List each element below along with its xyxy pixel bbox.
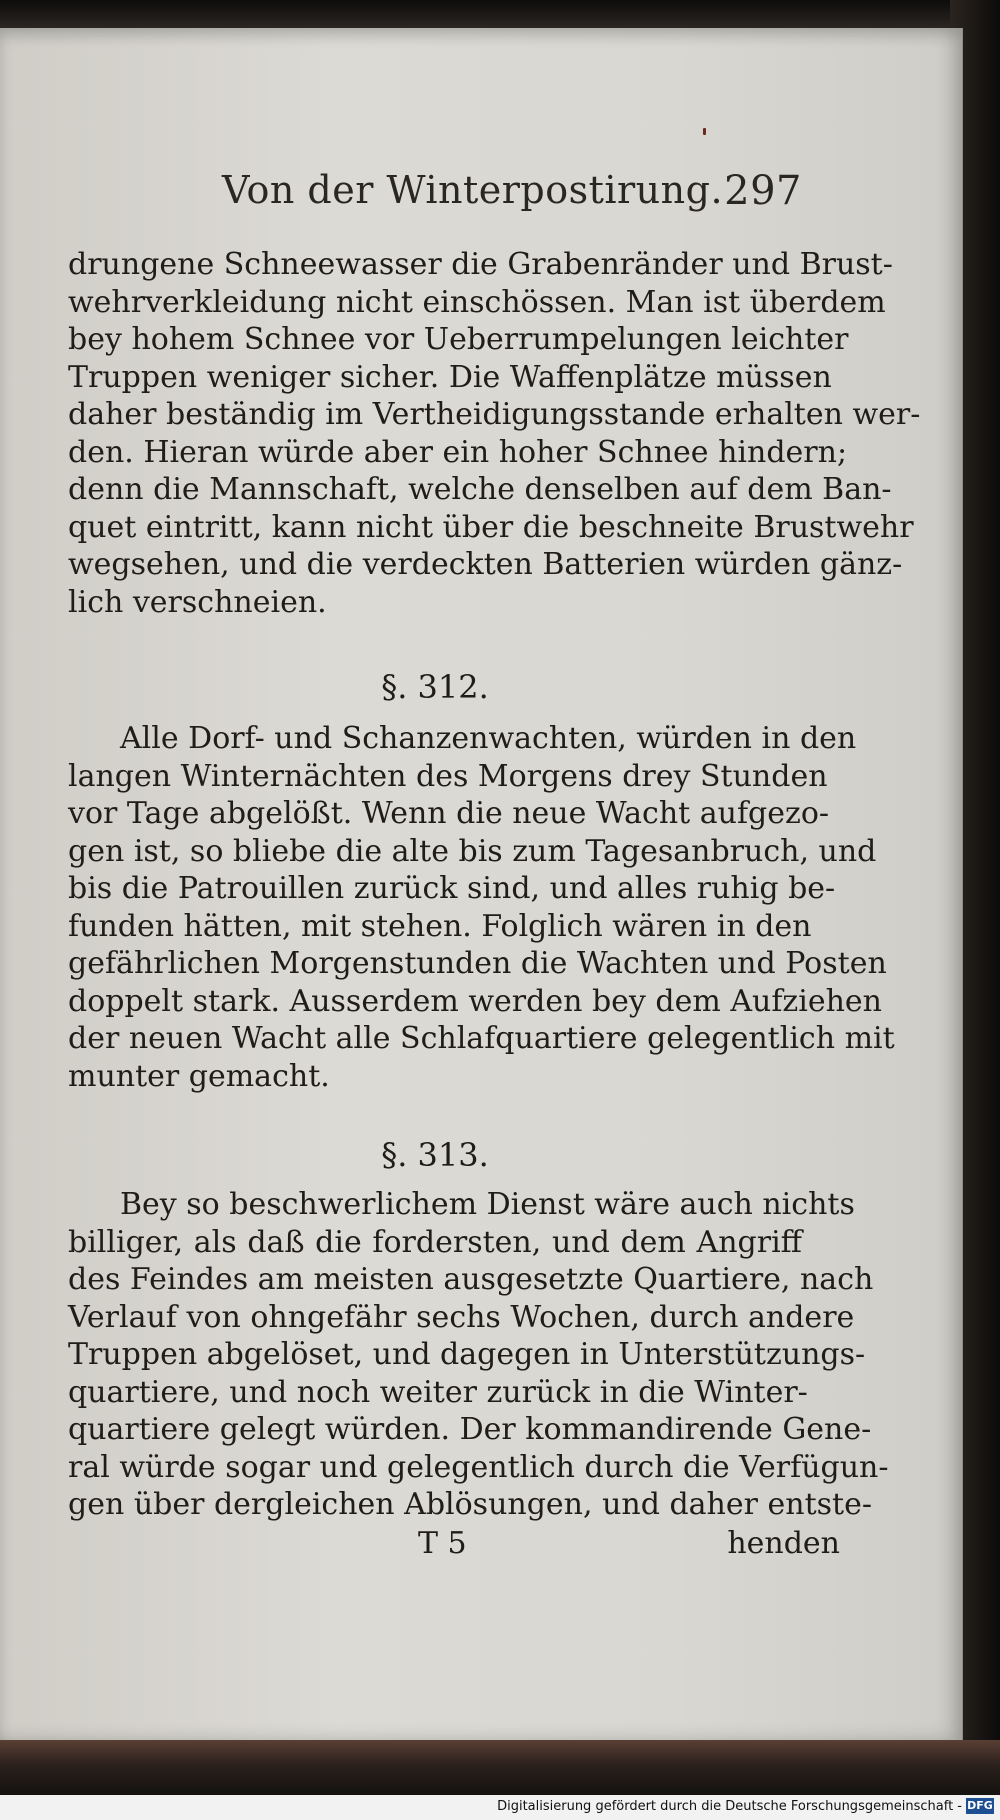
text-line: vor Tage abgelößt. Wenn die neue Wacht aufgezo- <box>68 796 830 831</box>
ink-mark <box>703 128 706 135</box>
running-head <box>222 168 802 212</box>
text-line: Truppen weniger sicher. Die Waffenplätze müssen <box>68 359 832 395</box>
paragraph-continuation <box>68 246 921 621</box>
text-line: des Feindes am meisten ausgesetzte Quartiere, nach <box>68 1262 874 1297</box>
text-line: ral würde sogar und gelegentlich durch die Verfügun- <box>68 1449 889 1485</box>
text-line: denn die Mannschaft, welche denselben auf dem Ban- <box>68 472 892 507</box>
text-line: wegsehen, und die verdeckten Batterien würden gänz- <box>68 547 903 582</box>
text-line: doppelt stark. Ausserdem werden bey dem Aufziehen <box>68 983 882 1019</box>
text-line: Alle Dorf- und Schanzenwachten, würden in den <box>120 721 857 756</box>
scan-top-edge <box>0 0 1000 28</box>
text-line: Verlauf von ohngefähr sechs Wochen, durch andere <box>68 1299 855 1335</box>
dfg-logo: DFG <box>967 1799 993 1812</box>
running-head-title: Von der Winterpostirung. <box>222 168 724 212</box>
text-line: quartiere, und noch weiter zurück in die Winter- <box>68 1374 808 1410</box>
text-line: lich verschneien. <box>68 584 327 620</box>
text-line: gen ist, so bliebe die alte bis zum Tagesanbruch, und <box>68 833 877 869</box>
text-line: daher beständig im Vertheidigungsstande erhalten wer- <box>68 397 921 432</box>
section-312-text <box>68 720 895 1095</box>
footer-credit: Digitalisierung gefördert durch die Deutsche Forschungsgemeinschaft - <box>497 1799 962 1814</box>
section-heading-313: §. 313. <box>381 1136 489 1174</box>
text-line: funden hätten, mit stehen. Folglich wären in den <box>68 908 812 944</box>
text-line: wehrverkleidung nicht einschössen. Man ist überdem <box>68 284 886 320</box>
text-line: billiger, als daß die fordersten, und dem Angriff <box>68 1224 802 1260</box>
text-line: Truppen abgelöset, und dagegen in Unterstützungs- <box>68 1337 866 1372</box>
signature-mark: T 5 <box>418 1526 467 1561</box>
text-line: gen über dergleichen Ablösungen, und daher entste- <box>68 1487 872 1522</box>
page-number: 297 <box>724 168 802 214</box>
text-line: bey hohem Schnee vor Ueberrumpelungen leichter <box>68 322 849 357</box>
text-line: der neuen Wacht alle Schlafquartiere gelegentlich mit <box>68 1021 895 1056</box>
text-line: drungene Schneewasser die Grabenränder und Brust- <box>68 247 893 282</box>
text-line: quet eintritt, kann nicht über die beschneite Brustwehr <box>68 509 914 545</box>
section-313-text <box>68 1186 889 1524</box>
section-heading-312: §. 312. <box>381 668 489 706</box>
text-line: gefährlichen Morgenstunden die Wachten und Posten <box>68 946 887 981</box>
text-line: den. Hieran würde aber ein hoher Schnee hindern; <box>68 434 848 470</box>
text-line: bis die Patrouillen zurück sind, und alles ruhig be- <box>68 871 836 906</box>
scan-bottom-edge <box>0 1740 1000 1795</box>
text-line: quartiere gelegt würden. Der kommandirende Gene- <box>68 1412 872 1447</box>
text-line: munter gemacht. <box>68 1058 330 1094</box>
catchword: henden <box>727 1526 840 1561</box>
text-line: Bey so beschwerlichem Dienst wäre auch nichts <box>120 1187 855 1222</box>
text-line: langen Winternächten des Morgens drey Stunden <box>68 758 828 794</box>
